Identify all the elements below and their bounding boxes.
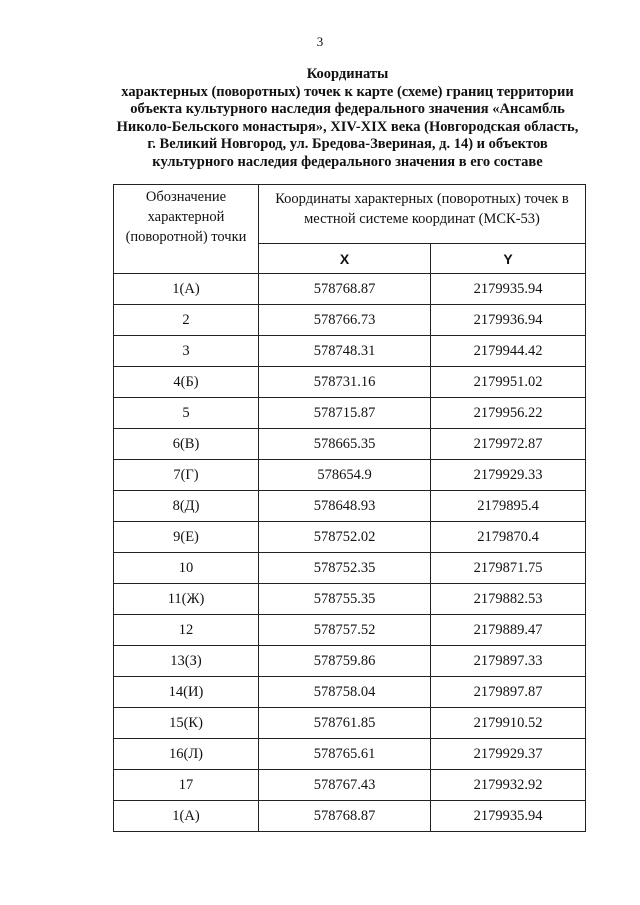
document-title	[95, 66, 600, 172]
x-cell: 578767.43	[259, 770, 431, 801]
point-cell: 14(И)	[114, 677, 259, 708]
point-cell: 17	[114, 770, 259, 801]
x-cell: 578752.35	[259, 553, 431, 584]
x-cell: 578715.87	[259, 398, 431, 429]
point-cell: 5	[114, 398, 259, 429]
x-column-header: X	[259, 244, 431, 274]
table-row	[114, 274, 586, 305]
y-cell: 2179882.53	[431, 584, 586, 615]
table-row	[114, 708, 586, 739]
x-cell: 578766.73	[259, 305, 431, 336]
x-cell: 578768.87	[259, 274, 431, 305]
point-cell: 9(Е)	[114, 522, 259, 553]
point-cell: 11(Ж)	[114, 584, 259, 615]
table-row	[114, 367, 586, 398]
point-cell: 1(А)	[114, 801, 259, 832]
table-row	[114, 584, 586, 615]
point-cell: 15(К)	[114, 708, 259, 739]
table-row	[114, 491, 586, 522]
y-cell: 2179935.94	[431, 801, 586, 832]
y-cell: 2179944.42	[431, 336, 586, 367]
x-cell: 578731.16	[259, 367, 431, 398]
point-cell: 6(В)	[114, 429, 259, 460]
x-cell: 578757.52	[259, 615, 431, 646]
x-cell: 578665.35	[259, 429, 431, 460]
point-cell: 8(Д)	[114, 491, 259, 522]
x-cell: 578758.04	[259, 677, 431, 708]
y-cell: 2179935.94	[431, 274, 586, 305]
point-cell: 4(Б)	[114, 367, 259, 398]
point-cell: 1(А)	[114, 274, 259, 305]
point-cell: 16(Л)	[114, 739, 259, 770]
page-number: 3	[316, 34, 324, 49]
table-row	[114, 336, 586, 367]
title-line: культурного наследия федерального значения в его составе	[152, 153, 543, 170]
y-cell: 2179871.75	[431, 553, 586, 584]
title-line: объекта культурного наследия федерального значения «Ансамбль	[130, 101, 565, 118]
y-column-header: Y	[431, 244, 586, 274]
x-cell: 578648.93	[259, 491, 431, 522]
table-row	[114, 801, 586, 832]
table-row	[114, 646, 586, 677]
table-row	[114, 460, 586, 491]
y-cell: 2179897.87	[431, 677, 586, 708]
point-cell: 13(З)	[114, 646, 259, 677]
title-line: Николо-Бельского монастыря», XIV-XIX века (Новгородская область,	[116, 118, 579, 135]
x-cell: 578755.35	[259, 584, 431, 615]
y-cell: 2179929.33	[431, 460, 586, 491]
coordinates-column-header: Координаты характерных (поворотных) точек в местной системе координат (МСК-53)	[259, 185, 586, 244]
point-cell: 7(Г)	[114, 460, 259, 491]
table-row	[114, 429, 586, 460]
coordinates-table	[113, 184, 586, 832]
table-row	[114, 398, 586, 429]
y-cell: 2179897.33	[431, 646, 586, 677]
point-cell: 10	[114, 553, 259, 584]
table-row	[114, 553, 586, 584]
table-row	[114, 522, 586, 553]
table-row	[114, 677, 586, 708]
y-cell: 2179932.92	[431, 770, 586, 801]
y-cell: 2179895.4	[431, 491, 586, 522]
y-cell: 2179910.52	[431, 708, 586, 739]
table-row	[114, 615, 586, 646]
y-cell: 2179889.47	[431, 615, 586, 646]
x-cell: 578654.9	[259, 460, 431, 491]
y-cell: 2179870.4	[431, 522, 586, 553]
x-cell: 578761.85	[259, 708, 431, 739]
title-line: Координаты	[306, 66, 389, 82]
y-cell: 2179972.87	[431, 429, 586, 460]
x-cell: 578752.02	[259, 522, 431, 553]
y-cell: 2179929.37	[431, 739, 586, 770]
x-cell: 578759.86	[259, 646, 431, 677]
y-cell: 2179936.94	[431, 305, 586, 336]
y-cell: 2179956.22	[431, 398, 586, 429]
y-cell: 2179951.02	[431, 367, 586, 398]
x-cell: 578768.87	[259, 801, 431, 832]
table-row	[114, 305, 586, 336]
point-cell: 2	[114, 305, 259, 336]
table-row	[114, 770, 586, 801]
title-line: г. Великий Новгород, ул. Бредова-Звериная, д. 14) и объектов	[147, 136, 548, 153]
x-cell: 578765.61	[259, 739, 431, 770]
point-cell: 12	[114, 615, 259, 646]
title-line: характерных (поворотных) точек к карте (схеме) границ территории	[121, 83, 574, 100]
point-cell: 3	[114, 336, 259, 367]
point-column-header: Обозначение характерной (поворотной) точки	[114, 185, 259, 274]
table-row	[114, 739, 586, 770]
x-cell: 578748.31	[259, 336, 431, 367]
